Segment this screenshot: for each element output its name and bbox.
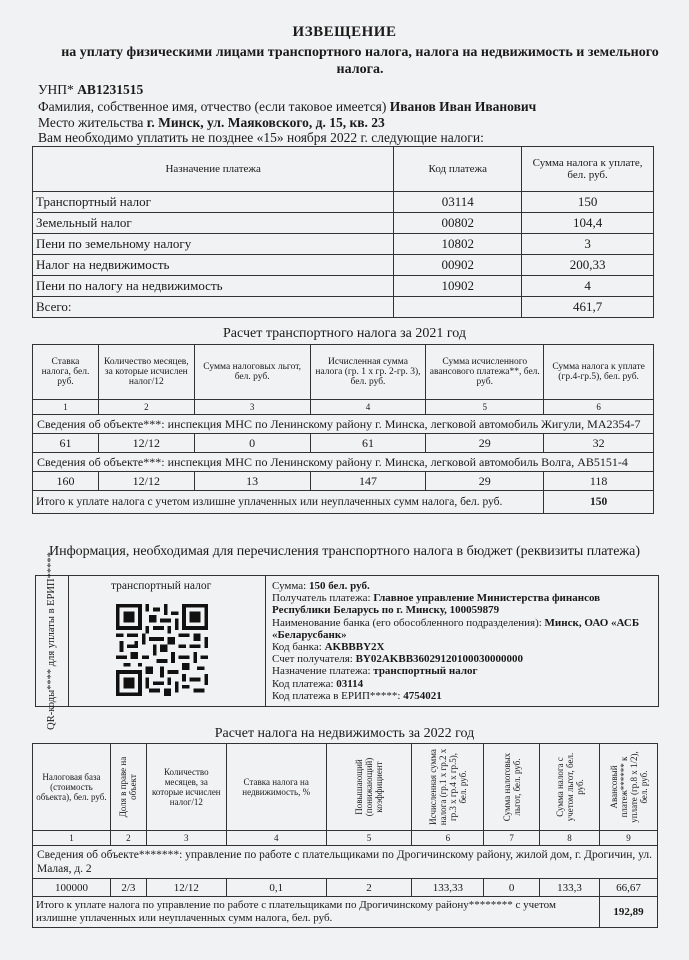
value-cell: 0 [194,434,310,453]
value-cell: 0 [484,879,540,897]
tax-code: 00902 [394,255,522,276]
qr-side-label: QR-коды**** для уплаты в ЕРИП***** [46,552,57,730]
payment-line [272,678,652,690]
object-info: Сведения об объекте***: инспекция МНС по Ленинскому району г. Минска, легковой автомобиль Волга, АВ5151-4 [33,453,654,472]
transport-total-value: 150 [544,491,654,514]
tax-name: Пени по налогу на недвижимость [33,276,394,297]
header-calculated-text: Исчисленная сумма налога (гр.1 х гр.2 х гр.3 х гр.4 х гр.5), бел. руб. [427,748,468,826]
name-label: Фамилия, собственное имя, отчество (если таковое имеется) [38,99,387,114]
requisite-value: 150 бел. руб. [308,580,370,592]
qr-cell [69,576,266,706]
value-cell: 133,33 [412,879,484,897]
address-label: Место жительства [38,115,144,130]
payment-requisites [272,580,652,702]
realty-header-row [33,744,658,831]
column-number: 4 [310,400,426,415]
qr-code-icon[interactable] [116,604,208,696]
object-info: Сведения об объекте***: инспекция МНС по Ленинскому району г. Минска, легковой автомобиль Жигули, МА2354-7 [33,415,654,434]
payment-info-title: Информация, необходимая для перечисления транспортного налога в бюджет (реквизиты платежа) [48,544,640,559]
value-cell: 61 [310,434,426,453]
header-with-benefits [540,744,600,831]
address-line [38,115,385,131]
transport-table [32,344,654,514]
column-number: 2 [110,831,146,846]
header-calculated [412,744,484,831]
tax-code: 10902 [394,276,522,297]
value-cell: 160 [33,472,99,491]
requisite-value: AKBBBY2X [324,641,385,654]
name-line [38,99,536,115]
taxes-total-row [33,297,654,318]
tax-amount: 104,4 [522,213,654,234]
transport-total-label: Итого к уплате налога с учетом излишне уплаченных или неуплаченных сумм налога, бел. руб. [33,491,544,514]
object-info-row [33,453,654,472]
qr-label: транспортный налог [111,580,212,592]
value-cell: 12/12 [98,472,194,491]
tax-name: Пени по земельному налогу [33,234,394,255]
tax-name: Земельный налог [33,213,394,234]
tax-code: 03114 [394,192,522,213]
header-code: Код платежа [394,147,522,192]
header-to-pay: Сумма налога к уплате (гр.4-гр.5), бел. руб. [544,345,654,400]
column-number: 6 [544,400,654,415]
payment-details-box [35,552,659,730]
column-number: 4 [226,831,326,846]
column-number: 1 [33,831,111,846]
header-coefficient-text: Повышающий (понижающий) коэффициент [354,757,384,817]
table-row [33,234,654,255]
header-purpose: Назначение платежа [33,147,394,192]
requisite-label: Назначение платежа: [272,665,371,678]
table-row [33,192,654,213]
requisite-value: 4754021 [403,689,442,702]
total-empty-cell [394,297,522,318]
requisite-value: BY02AKBB36029120100030000000 [355,653,524,666]
value-cell: 12/12 [98,434,194,453]
requisite-label: Код банка: [272,641,322,654]
value-cell: 100000 [33,879,111,897]
requisite-label: Код платежа: [272,677,334,690]
tax-name: Налог на недвижимость [33,255,394,276]
requisite-label: Счет получателя: [272,653,353,666]
unp-label: УНП* [38,82,74,97]
value-cell: 32 [544,434,654,453]
tax-code: 00802 [394,213,522,234]
header-advance-text: Авансовый платеж****** к уплате (гр.8 х 1/2), бел. руб. [608,751,649,823]
header-share [110,744,146,831]
value-cell: 2 [326,879,412,897]
header-rate: Ставка налога на недвижимость, % [226,744,326,831]
column-numbers-row [33,831,658,846]
notice-title: ИЗВЕЩЕНИЕ [292,24,397,40]
requisite-value: Минск, ОАО «АСБ «Беларусбанк» [272,616,640,641]
column-number: 1 [33,400,99,415]
requisite-label: Сумма: [272,580,307,592]
total-label: Всего: [33,297,394,318]
payment-line [272,592,652,616]
value-cell: 29 [426,472,544,491]
payment-line [272,580,652,592]
header-months: Количество месяцев, за которые исчислен налог/12 [98,345,194,400]
header-benefits-text: Сумма налоговых льгот, бел. руб. [501,752,522,822]
realty-table [32,743,658,928]
value-cell: 61 [33,434,99,453]
header-advance: Сумма исчисленного авансового платежа**, бел. руб. [426,345,544,400]
header-advance [600,744,658,831]
address-value: г. Минск, ул. Маяковского, д. 15, кв. 23 [146,115,385,130]
header-share-text: Доля в праве на объект [118,756,139,818]
header-amount: Сумма налога к уплате, бел. руб. [522,147,654,192]
requisite-value: транспортный налог [373,665,478,678]
tax-amount: 200,33 [522,255,654,276]
requisite-value: 03114 [336,677,364,690]
value-cell: 118 [544,472,654,491]
requisite-label: Код платежа в ЕРИП*****: [272,689,401,702]
payment-line [272,641,652,653]
header-coefficient [326,744,412,831]
column-number: 3 [194,400,310,415]
object-info-row [33,415,654,434]
value-cell: 147 [310,472,426,491]
payment-line [272,617,652,641]
table-row [33,213,654,234]
tax-name: Транспортный налог [33,192,394,213]
tax-amount: 150 [522,192,654,213]
header-rate: Ставка налога, бел. руб. [33,345,99,400]
table-row [33,434,654,453]
value-cell: 133,3 [540,879,600,897]
realty-total-label: Итого к уплате налога по управление по работе с плательщиками по Дрогичинскому району******** с учетом излишне уплаченных или неуплаченных сумм налога, бел. руб. [33,897,600,928]
header-months: Количество месяцев, за которые исчислен налог/12 [146,744,226,831]
unp-value: AB1231515 [77,82,144,97]
value-cell: 0,1 [226,879,326,897]
column-number: 7 [484,831,540,846]
qr-side-cell [36,552,69,730]
realty-total-row [33,897,658,928]
tax-amount: 4 [522,276,654,297]
header-with-benefits-text: Сумма налога с учетом льгот, бел. руб. [554,752,585,822]
value-cell: 66,67 [600,879,658,897]
taxes-header-row [33,147,654,192]
requisite-label: Получатель платежа: [272,592,371,605]
table-row [33,276,654,297]
total-value: 461,7 [522,297,654,318]
object-info: Сведения об объекте*******: управление по работе с плательщиками по Дрогичинскому району, жилой дом, г. Дрогичин, ул. Малая, д. 2 [33,846,658,879]
taxes-table [32,146,654,318]
value-cell: 12/12 [146,879,226,897]
requisite-value: Главное управление Министерства финансов Республики Беларусь по г. Минску, 100059879 [272,592,601,617]
table-row [33,255,654,276]
payment-line [272,665,652,677]
value-cell: 2/3 [110,879,146,897]
column-numbers-row [33,400,654,415]
column-number: 8 [540,831,600,846]
notice-subtitle: на уплату физическими лицами транспортного налога, налога на недвижимость и земельного налога. [61,45,659,77]
value-cell: 13 [194,472,310,491]
transport-total-row [33,491,654,514]
header-calculated: Исчисленная сумма налога (гр. 1 х гр. 2-гр. 3), бел. руб. [310,345,426,400]
tax-code: 10802 [394,234,522,255]
object-info-row [33,846,658,879]
header-benefits [484,744,540,831]
transport-header-row [33,345,654,400]
value-cell: 29 [426,434,544,453]
due-line: Вам необходимо уплатить не позднее «15» ноября 2022 г. следующие налоги: [38,130,484,145]
column-number: 2 [98,400,194,415]
column-number: 9 [600,831,658,846]
realty-total-value: 192,89 [600,897,658,928]
column-number: 6 [412,831,484,846]
realty-section-title: Расчет налога на недвижимость за 2022 год [214,726,475,741]
transport-section-title: Расчет транспортного налога за 2021 год [223,326,466,341]
column-number: 5 [426,400,544,415]
unp-line [38,82,143,98]
payment-line [272,653,652,665]
header-base: Налоговая база (стоимость объекта), бел. руб. [33,744,111,831]
column-number: 5 [326,831,412,846]
column-number: 3 [146,831,226,846]
payment-line [272,690,652,702]
requisite-label: Наименование банка (его обособленного подразделения): [272,616,542,629]
header-benefits: Сумма налоговых льгот, бел. руб. [194,345,310,400]
tax-amount: 3 [522,234,654,255]
table-row [33,879,658,897]
name-value: Иванов Иван Иванович [389,99,537,114]
table-row [33,472,654,491]
